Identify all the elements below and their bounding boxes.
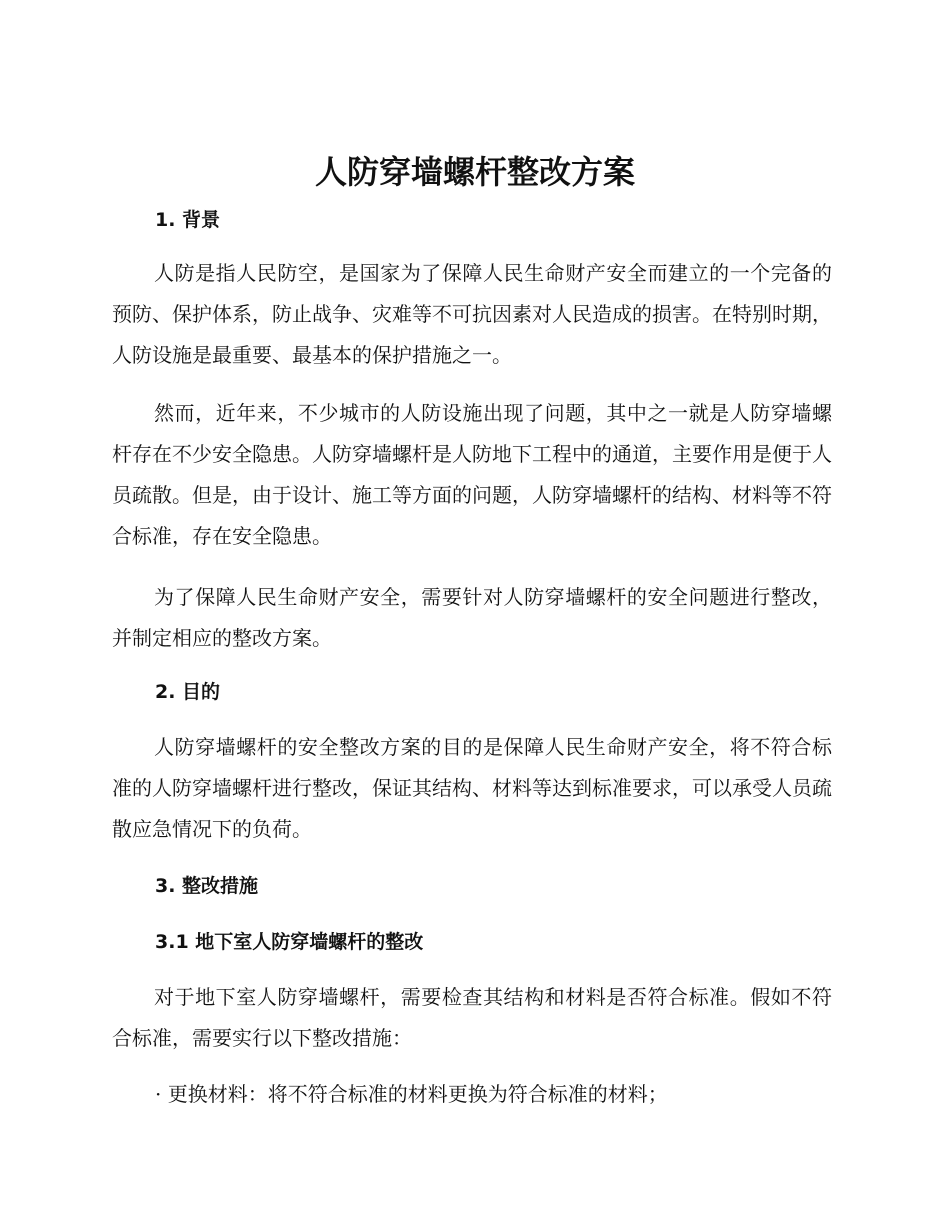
document-title: 人防穿墙螺杆整改方案 — [314, 153, 635, 191]
section-heading-measures: 3. 整改措施 — [155, 875, 259, 897]
subsection-heading-basement: 3.1 地下室人防穿墙螺杆的整改 — [155, 931, 424, 953]
paragraph: 对于地下室人防穿墙螺杆，需要检查其结构和材料是否符合标准。假如不符合标准，需要实行以下整改措施： — [112, 985, 832, 1050]
section-heading-background: 1. 背景 — [155, 209, 221, 231]
paragraph: 为了保障人民生命财产安全，需要针对人防穿墙螺杆的安全问题进行整改，并制定相应的整改方案。 — [112, 585, 832, 650]
paragraph: 人防是指人民防空，是国家为了保障人民生命财产安全而建立的一个完备的预防、保护体系，防止战争、灾难等不可抗因素对人民造成的损害。在特别时期，人防设施是最重要、最基本的保护措施之一。 — [112, 261, 832, 367]
bullet-item: · 更换材料：将不符合标准的材料更换为符合标准的材料； — [155, 1082, 668, 1106]
paragraph: 人防穿墙螺杆的安全整改方案的目的是保障人民生命财产安全，将不符合标准的人防穿墙螺杆进行整改，保证其结构、材料等达到标准要求，可以承受人员疏散应急情况下的负荷。 — [112, 735, 832, 841]
section-heading-purpose: 2. 目的 — [155, 681, 221, 703]
paragraph: 然而，近年来，不少城市的人防设施出现了问题，其中之一就是人防穿墙螺杆存在不少安全隐患。人防穿墙螺杆是人防地下工程中的通道，主要作用是便于人员疏散。但是，由于设计、施工等方面的问题，人防穿墙螺杆的结构、材料等不符合标准，存在安全隐患。 — [112, 401, 832, 548]
